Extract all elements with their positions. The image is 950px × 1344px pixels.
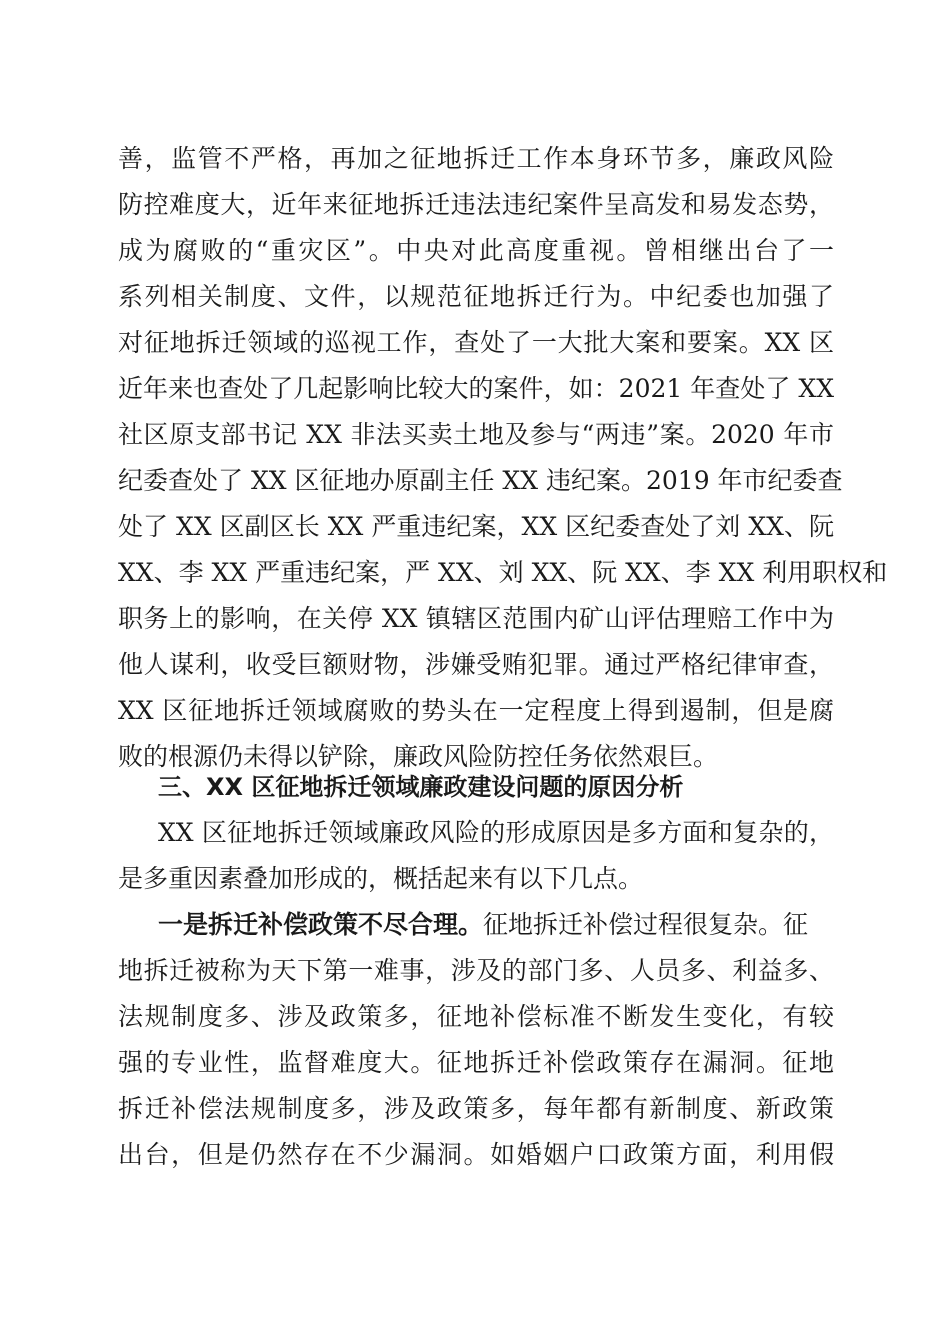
- paragraph-compensation-policy: [118, 902, 834, 1178]
- text-line: 拆迁补偿法规制度多，涉及政策多，每年都有新制度、新政策: [118, 1094, 834, 1123]
- text-line: 系列相关制度、文件，以规范征地拆迁行为。中纪委也加强了: [118, 282, 834, 311]
- text-line: 社区原支部书记 XX 非法买卖土地及参与“两违”案。2020 年市: [118, 420, 834, 449]
- text-line: 他人谋利，收受巨额财物，涉嫌受贿犯罪。通过严格纪律审查，: [118, 650, 834, 679]
- section-heading-3: [118, 764, 834, 810]
- text-line: 防控难度大，近年来征地拆迁违法违纪案件呈高发和易发态势，: [118, 190, 834, 219]
- heading-text: 三、XX 区征地拆迁领域廉政建设问题的原因分析: [158, 773, 684, 801]
- text-line: 败的根源仍未得以铲除，廉政风险防控任务依然艰巨。: [118, 742, 719, 771]
- text-line: 法规制度多、涉及政策多，征地补偿标准不断发生变化，有较: [118, 1002, 834, 1031]
- paragraph-cause-overview: [118, 810, 834, 902]
- text-line: XX 区征地拆迁领域腐败的势头在一定程度上得到遏制，但是腐: [118, 696, 834, 725]
- text-line: 出台，但是仍然存在不少漏洞。如婚姻户口政策方面，利用假: [118, 1140, 834, 1169]
- paragraph-corruption-cases: [118, 136, 888, 780]
- text-line: XX、李 XX 严重违纪案，严 XX、刘 XX、阮 XX、李 XX 利用职权和: [118, 558, 888, 587]
- text-line: 地拆迁被称为天下第一难事，涉及的部门多、人员多、利益多、: [118, 956, 834, 985]
- text-line: 成为腐败的“重灾区”。中央对此高度重视。曾相继出台了一: [118, 236, 834, 265]
- text-line: 是多重因素叠加形成的，概括起来有以下几点。: [118, 864, 644, 893]
- text-line: 强的专业性，监督难度大。征地拆迁补偿政策存在漏洞。征地: [118, 1048, 834, 1077]
- lead-phrase: 一是拆迁补偿政策不尽合理。: [158, 910, 484, 939]
- text-line: 纪委查处了 XX 区征地办原副主任 XX 违纪案。2019 年市纪委查: [118, 466, 843, 495]
- text-line-first: [118, 902, 834, 948]
- text-line: 处了 XX 区副区长 XX 严重违纪案，XX 区纪委查处了刘 XX、阮: [118, 512, 834, 541]
- text-line: 职务上的影响，在关停 XX 镇辖区范围内矿山评估理赔工作中为: [118, 604, 834, 633]
- text-line: 善，监管不严格，再加之征地拆迁工作本身环节多，廉政风险: [118, 144, 834, 173]
- lead-line-rest: 征地拆迁补偿过程很复杂。征: [483, 910, 809, 939]
- text-line: XX 区征地拆迁领域廉政风险的形成原因是多方面和复杂的，: [158, 818, 834, 847]
- text-line: 近年来也查处了几起影响比较大的案件，如：2021 年查处了 XX: [118, 374, 834, 403]
- text-line: 对征地拆迁领域的巡视工作，查处了一大批大案和要案。XX 区: [118, 328, 834, 357]
